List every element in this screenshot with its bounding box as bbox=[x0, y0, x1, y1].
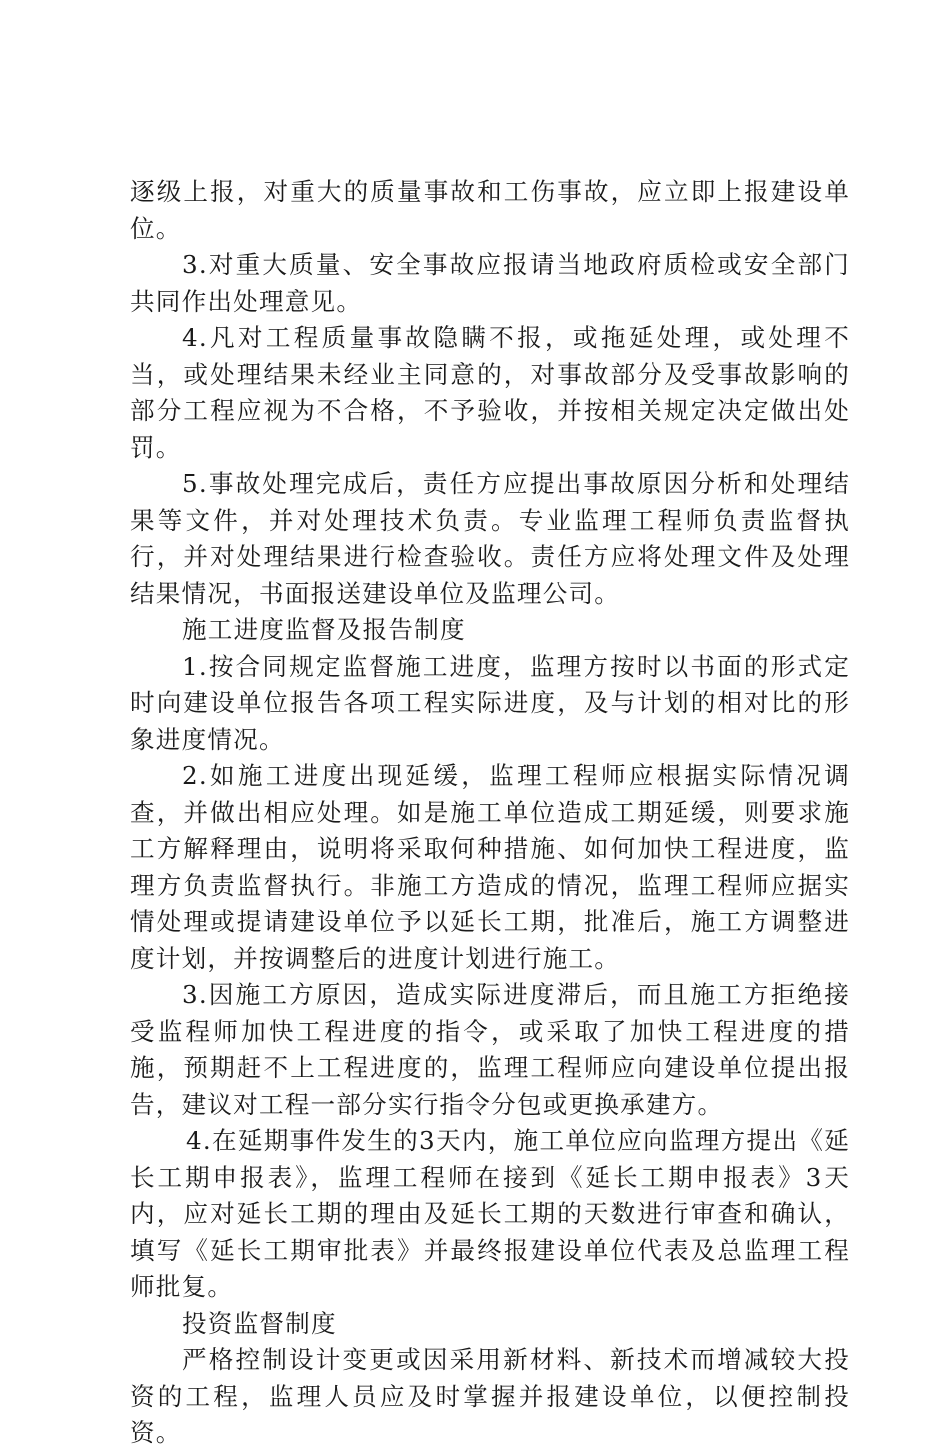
paragraph-schedule-2: 2.如施工进度出现延缓，监理工程师应根据实际情况调查，并做出相应处理。如是施工单位造成工期延缓，则要求施工方解释理由，说明将采取何种措施、如何加快工程进度，监理方负责监督执行。非施工方造成的情况，监理工程师应据实情处理或提请建设单位予以延长工期，批准后，施工方调整进度计划，并按调整后的进度计划进行施工。 bbox=[130, 761, 850, 973]
paragraph-schedule-3: 3.因施工方原因，造成实际进度滞后，而且施工方拒绝接受监程师加快工程进度的指令，或采取了加快工程进度的措施，预期赶不上工程进度的，监理工程师应向建设单位提出报告，建议对工程一部分实行指令分包或更换承建方。 bbox=[130, 980, 850, 1119]
document-body bbox=[130, 174, 850, 1452]
paragraph-continuation: 逐级上报，对重大的质量事故和工伤事故，应立即上报建设单位。 bbox=[130, 177, 850, 243]
paragraph-schedule-1: 1.按合同规定监督施工进度，监理方按时以书面的形式定时向建设单位报告各项工程实际进度，及与计划的相对比的形象进度情况。 bbox=[130, 651, 850, 754]
paragraph-item-4: 4.凡对工程质量事故隐瞒不报，或拖延处理，或处理不当，或处理结果未经业主同意的，对事故部分及受事故影响的部分工程应视为不合格，不予验收，并按相关规定决定做出处罚。 bbox=[130, 323, 850, 462]
paragraph-investment: 严格控制设计变更或因采用新材料、新技术而增减较大投资的工程，监理人员应及时掌握并报建设单位，以便控制投资。 bbox=[130, 1345, 850, 1447]
paragraph-item-5: 5.事故处理完成后，责任方应提出事故原因分析和处理结果等文件，并对处理技术负责。专业监理工程师负责监督执行，并对处理结果进行检查验收。责任方应将处理文件及处理结果情况，书面报送建设单位及监理公司。 bbox=[130, 469, 850, 608]
section-heading-investment: 投资监督制度 bbox=[182, 1308, 337, 1338]
paragraph-schedule-4: 4.在延期事件发生的3天内，施工单位应向监理方提出《延长工期申报表》，监理工程师在接到《延长工期申报表》3天内，应对延长工期的理由及延长工期的天数进行审查和确认，填写《延长工期审批表》并最终报建设单位代表及总监理工程师批复。 bbox=[130, 1126, 850, 1301]
section-heading-schedule: 施工进度监督及报告制度 bbox=[182, 615, 466, 644]
paragraph-item-3: 3.对重大质量、安全事故应报请当地政府质检或安全部门共同作出处理意见。 bbox=[130, 250, 850, 316]
